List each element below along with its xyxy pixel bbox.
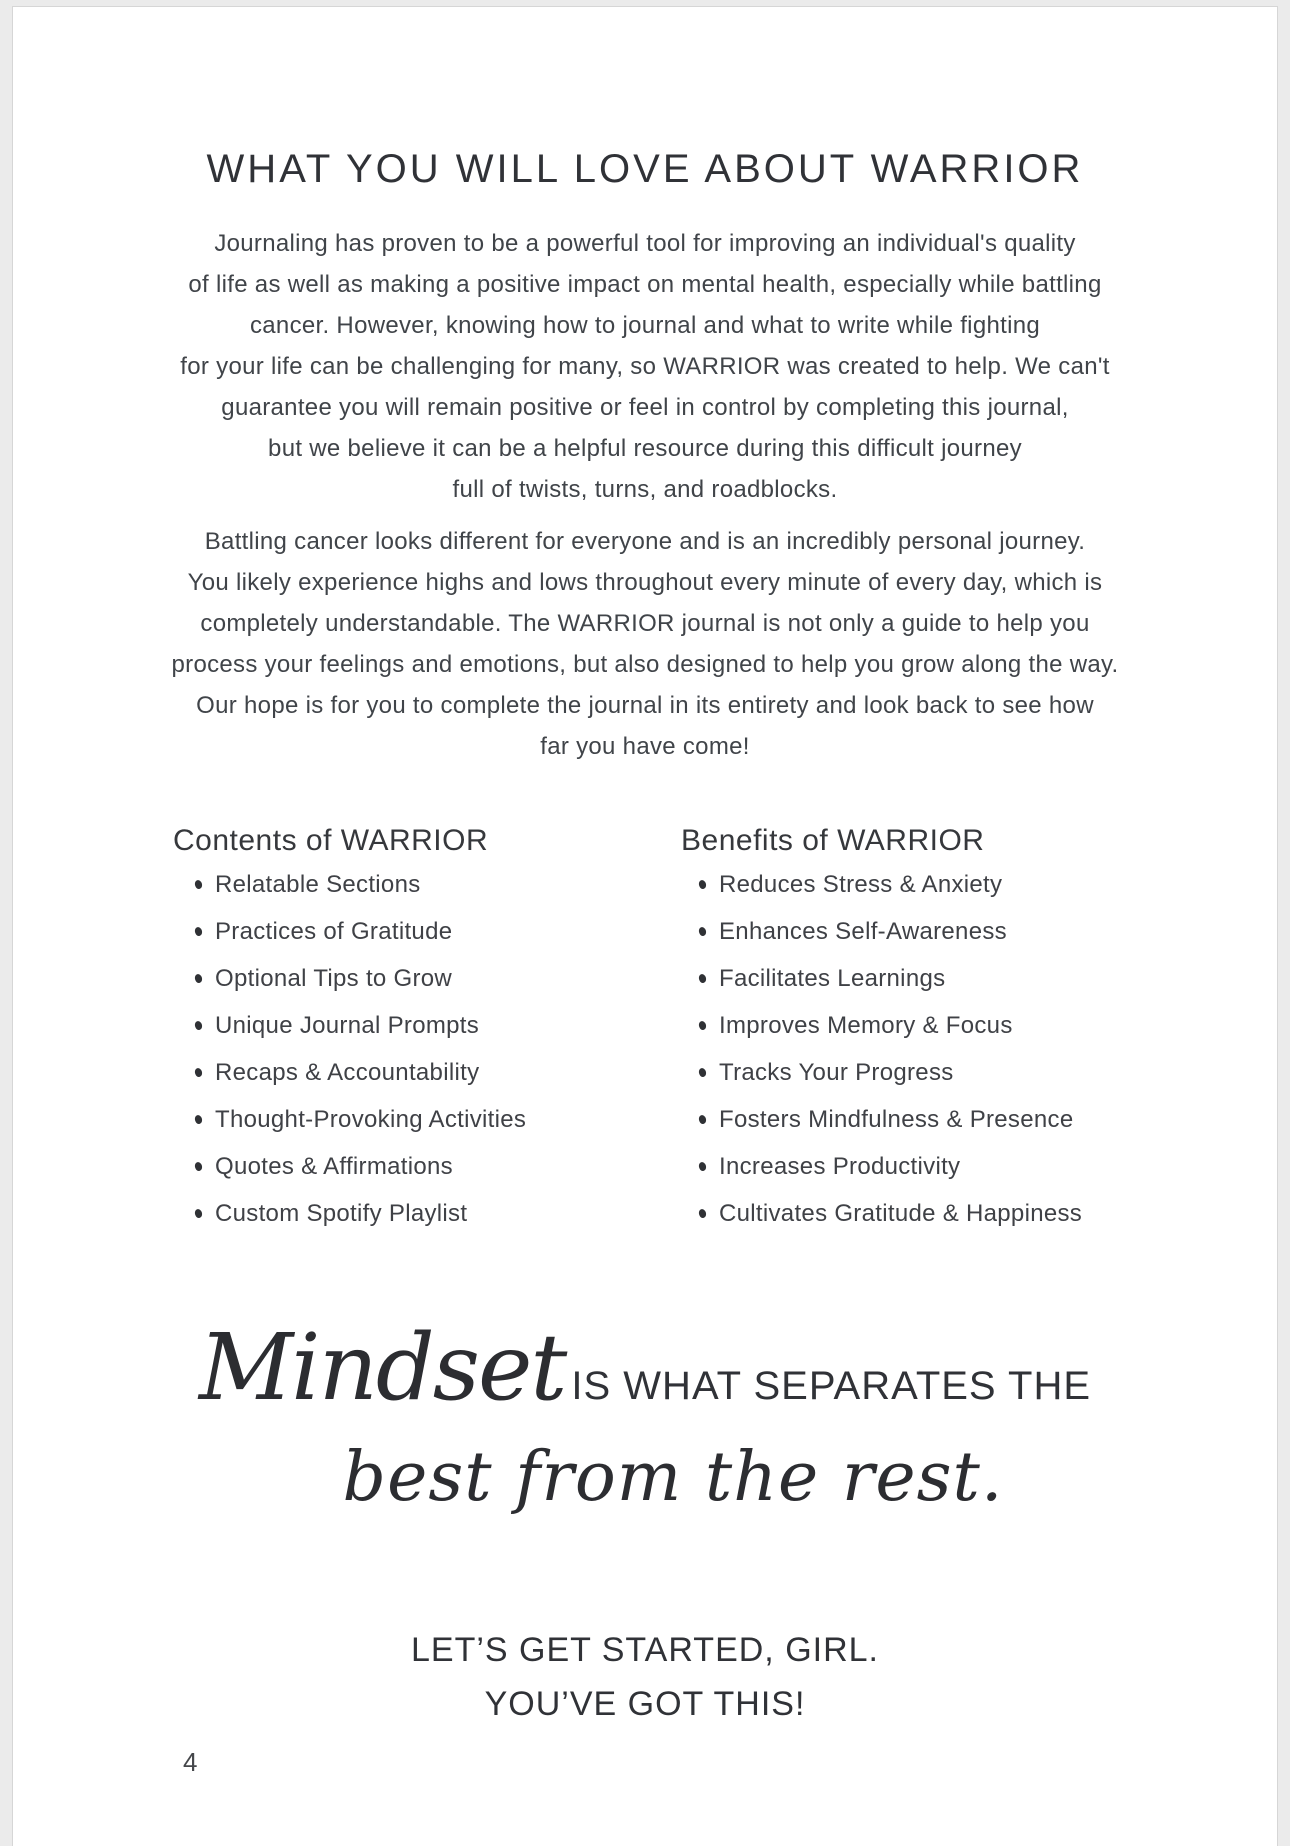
list-item-label: Facilitates Learnings [719, 964, 946, 992]
page-number: 4 [183, 1747, 198, 1777]
paragraph-line: completely understandable. The WARRIOR journal is not only a guide to help you [200, 610, 1090, 637]
list-item-label: Optional Tips to Grow [215, 964, 453, 992]
bullet-icon [194, 1067, 203, 1078]
closing-line-1: LET’S GET STARTED, GIRL. [411, 1631, 879, 1669]
paragraph-line: of life as well as making a positive impact on mental health, especially while battling [188, 271, 1102, 298]
paragraph-line: but we believe it can be a helpful resource during this difficult journey [268, 435, 1022, 462]
journal-page [12, 6, 1278, 1846]
paragraph-line: guarantee you will remain positive or feel in control by completing this journal, [221, 394, 1069, 421]
list-item [699, 1143, 1082, 1190]
closing-line-2: YOU’VE GOT THIS! [484, 1685, 806, 1723]
list-item-label: Enhances Self-Awareness [719, 917, 1007, 945]
list-item [195, 1002, 526, 1049]
list-item [699, 861, 1082, 908]
quote-line-2 [41, 1437, 1290, 1519]
list-item [195, 1049, 526, 1096]
benefits-list [699, 861, 1082, 1237]
list-item-label: Practices of Gratitude [215, 917, 453, 945]
list-item-label: Increases Productivity [719, 1152, 961, 1180]
list-item [699, 955, 1082, 1002]
intro-paragraph [13, 223, 1277, 510]
paragraph-line: Journaling has proven to be a powerful tool for improving an individual's quality [214, 230, 1076, 257]
quote-script-word: Mindset [198, 1314, 566, 1421]
list-item-label: Quotes & Affirmations [215, 1152, 453, 1180]
paragraph-line: Our hope is for you to complete the journal in its entirety and look back to see how [196, 692, 1094, 719]
list-item-label: Cultivates Gratitude & Happiness [719, 1199, 1083, 1227]
closing-message [13, 1623, 1277, 1731]
list-item [195, 861, 526, 908]
quote-line-1 [13, 1315, 1277, 1421]
paragraph-line: cancer. However, knowing how to journal and what to write while fighting [249, 312, 1041, 339]
bullet-icon [698, 879, 707, 890]
page-title: WHAT YOU WILL LOVE ABOUT WARRIOR [206, 147, 1084, 191]
list-item [195, 1096, 526, 1143]
bullet-icon [698, 1208, 707, 1219]
paragraph-line: process your feelings and emotions, but also designed to help you grow along the way. [171, 651, 1119, 678]
bullet-icon [194, 1208, 203, 1219]
bullet-icon [698, 1114, 707, 1125]
list-item [195, 1190, 526, 1237]
bullet-icon [698, 1161, 707, 1172]
list-item [699, 908, 1082, 955]
list-item [699, 1190, 1082, 1237]
paragraph-line: for your life can be challenging for many, so WARRIOR was created to help. We can't [180, 353, 1110, 380]
bullet-icon [194, 1020, 203, 1031]
paragraph-line: full of twists, turns, and roadblocks. [452, 476, 838, 503]
benefits-heading: Benefits of WARRIOR [681, 824, 985, 857]
list-item-label: Custom Spotify Playlist [215, 1199, 468, 1227]
paragraph-line: You likely experience highs and lows throughout every minute of every day, which is [187, 569, 1103, 596]
list-item-label: Fosters Mindfulness & Presence [719, 1105, 1074, 1133]
bullet-icon [698, 1067, 707, 1078]
list-item-label: Reduces Stress & Anxiety [719, 870, 1003, 898]
bullet-icon [194, 1114, 203, 1125]
contents-heading: Contents of WARRIOR [173, 824, 489, 857]
list-item [195, 1143, 526, 1190]
list-item-label: Recaps & Accountability [215, 1058, 480, 1086]
paragraph-line: far you have come! [540, 733, 750, 760]
paragraph-line: Battling cancer looks different for everyone and is an incredibly personal journey. [204, 528, 1086, 555]
bullet-icon [698, 1020, 707, 1031]
bullet-icon [698, 973, 707, 984]
quote-script-line: best from the rest. [342, 1438, 1004, 1517]
quote-caps-text: IS WHAT SEPARATES THE [571, 1364, 1092, 1408]
bullet-icon [194, 926, 203, 937]
list-item [699, 1049, 1082, 1096]
list-item-label: Thought-Provoking Activities [215, 1105, 527, 1133]
list-item-label: Unique Journal Prompts [215, 1011, 480, 1039]
contents-list [195, 861, 526, 1237]
bullet-icon [194, 879, 203, 890]
second-paragraph [13, 521, 1277, 767]
list-item [699, 1002, 1082, 1049]
list-item-label: Tracks Your Progress [719, 1058, 954, 1086]
bullet-icon [194, 1161, 203, 1172]
list-item-label: Improves Memory & Focus [719, 1011, 1013, 1039]
list-item [699, 1096, 1082, 1143]
list-item [195, 908, 526, 955]
list-item-label: Relatable Sections [215, 870, 421, 898]
bullet-icon [698, 926, 707, 937]
list-item [195, 955, 526, 1002]
bullet-icon [194, 973, 203, 984]
